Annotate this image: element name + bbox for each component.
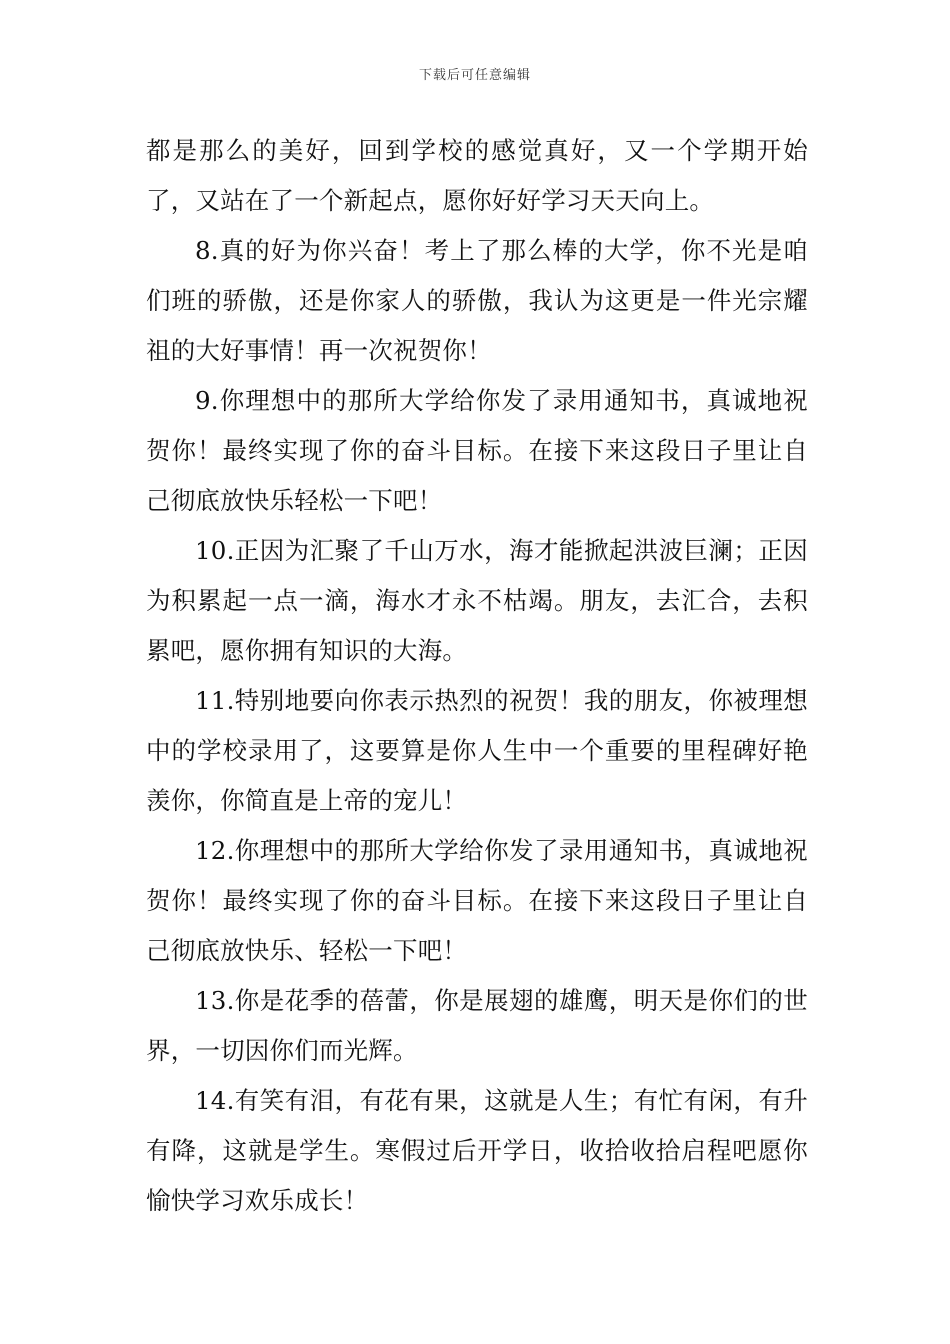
document-body bbox=[146, 126, 808, 1226]
paragraph-item-14: 14.有笑有泪，有花有果，这就是人生；有忙有闲，有升有降，这就是学生。寒假过后开学日，收拾收拾启程吧愿你愉快学习欢乐成长！ bbox=[146, 1086, 808, 1215]
paragraph-item-10: 10.正因为汇聚了千山万水，海才能掀起洪波巨澜；正因为积累起一点一滴，海水才永不枯竭。朋友，去汇合，去积累吧，愿你拥有知识的大海。 bbox=[146, 536, 808, 665]
paragraph-item-13: 13.你是花季的蓓蕾，你是展翅的雄鹰，明天是你们的世界，一切因你们而光辉。 bbox=[146, 986, 808, 1065]
paragraph-item-9: 9.你理想中的那所大学给你发了录用通知书，真诚地祝贺你！最终实现了你的奋斗目标。在接下来这段日子里让自己彻底放快乐轻松一下吧！ bbox=[146, 386, 808, 515]
page-header-note: 下载后可任意编辑 bbox=[418, 68, 531, 83]
paragraph-item-8: 8.真的好为你兴奋！考上了那么棒的大学，你不光是咱们班的骄傲，还是你家人的骄傲，我认为这更是一件光宗耀祖的大好事情！再一次祝贺你！ bbox=[146, 236, 808, 365]
paragraph-continuation: 都是那么的美好，回到学校的感觉真好，又一个学期开始了，又站在了一个新起点，愿你好好学习天天向上。 bbox=[146, 136, 808, 215]
paragraph-item-12: 12.你理想中的那所大学给你发了录用通知书，真诚地祝贺你！最终实现了你的奋斗目标。在接下来这段日子里让自己彻底放快乐、轻松一下吧！ bbox=[146, 836, 808, 965]
paragraph-item-11: 11.特别地要向你表示热烈的祝贺！我的朋友，你被理想中的学校录用了，这要算是你人生中一个重要的里程碑好艳羡你，你简直是上帝的宠儿！ bbox=[146, 686, 808, 815]
